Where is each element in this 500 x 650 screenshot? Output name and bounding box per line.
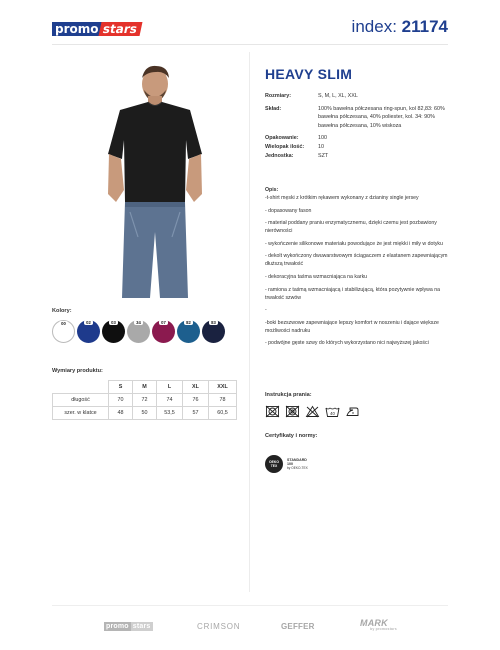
wash-40-icon (325, 405, 340, 418)
size-header: M (133, 381, 157, 394)
color-code: 03 (111, 320, 116, 325)
brand-mark-name: MARK (360, 618, 388, 628)
color-swatch[interactable] (202, 320, 225, 343)
spec-value: S, M, L, XL, XXL (318, 93, 358, 99)
description-item: - (265, 307, 267, 314)
description-title: Opis: (265, 187, 279, 193)
logo-part-stars: stars (98, 22, 142, 36)
brand-footer (0, 618, 500, 638)
size-table (52, 380, 237, 420)
oeko-tex-logo (265, 455, 283, 473)
table-cell: 74 (157, 394, 183, 407)
spec-label: Skład: (265, 105, 282, 112)
size-header: S (109, 381, 133, 394)
table-cell: 60,5 (209, 407, 237, 420)
table-cell: 57 (183, 407, 209, 420)
spec-row-packaging (265, 134, 455, 143)
color-code: 82 (186, 320, 191, 325)
description-item: -boki bezszwowe zapewniające lepszy komfort w noszeniu i dające większe możliwości nadruku (265, 319, 439, 334)
logo-part-promo: promo (52, 22, 102, 36)
description-item: - ramiona z taśmą wzmacniającą i stabilizującą, która pozytywnie wpływa na trwałość szwów (265, 286, 441, 301)
brand-geffer-logo[interactable]: GEFFER (281, 622, 315, 631)
spec-row-unit (265, 152, 455, 161)
cert-by: by OEKO-TEX (287, 466, 308, 471)
color-code: 02 (86, 320, 91, 325)
row-label: długość (53, 394, 109, 407)
care-icons (265, 405, 360, 418)
row-label: szer. w klatce (53, 407, 109, 420)
color-swatch[interactable] (177, 320, 200, 343)
description-item: - dekoracyjna taśma wzmacniająca na karku (265, 273, 368, 280)
table-cell: 53,5 (157, 407, 183, 420)
certificates-title: Certyfikaty i normy: (265, 433, 318, 439)
promostars-logo[interactable] (52, 22, 141, 36)
brand-promo-part: promo (106, 623, 129, 630)
no-bleach-icon (305, 405, 320, 418)
no-dry-clean-icon (285, 405, 300, 418)
page-header (0, 0, 500, 52)
description-item: - dekolt wykończony dwuwarstwowym ściągaczem z elastanem zapewniającym dłuższą trwałość (265, 253, 448, 268)
color-code: 83 (211, 320, 216, 325)
spec-row-multipack (265, 143, 455, 152)
color-swatch[interactable] (52, 320, 75, 343)
color-swatch[interactable] (77, 320, 100, 343)
product-photo (90, 62, 220, 298)
product-index (352, 17, 448, 37)
brand-promostars-logo[interactable] (104, 622, 153, 631)
description-item: -t-shirt męski z krótkim rękawem wykonany z dzianiny single jersey (265, 195, 419, 201)
size-header: XXL (209, 381, 237, 394)
description-item: - podwójne gęste szwy do których wykorzystano nici najwyższej jakości (265, 340, 429, 347)
colors-title: Kolory: (52, 308, 72, 314)
table-cell: 50 (133, 407, 157, 420)
sizes-title: Wymiary produktu: (52, 368, 103, 374)
table-cell: 76 (183, 394, 209, 407)
oeko-tex-line1: OEKO (269, 460, 279, 464)
oeko-tex-line2: TEX (270, 464, 278, 468)
table-row (53, 407, 237, 420)
color-code: 07 (161, 320, 166, 325)
size-header-row (53, 381, 237, 394)
color-swatches (52, 320, 225, 343)
color-swatch[interactable] (102, 320, 125, 343)
header-divider (52, 44, 448, 45)
oeko-tex-text (287, 458, 308, 471)
table-row (53, 394, 237, 407)
spec-label: Rozmiary: (265, 93, 292, 99)
color-code: 00 (61, 321, 66, 326)
cert-number: 100 (287, 461, 293, 466)
color-code: 34 (136, 320, 141, 325)
column-divider (249, 52, 250, 592)
iron-icon (345, 405, 360, 418)
table-cell: 78 (209, 394, 237, 407)
spec-label: Opakowanie: (265, 135, 299, 142)
cert-standard: STANDARD (287, 457, 307, 462)
brand-crimson-logo[interactable]: CRIMSON (197, 622, 241, 631)
spec-value: 10 (318, 143, 324, 150)
spec-value: 100 (318, 135, 327, 142)
brand-mark-logo[interactable] (360, 618, 397, 631)
size-header: XL (183, 381, 209, 394)
spec-label: Jednostka: (265, 152, 294, 159)
size-header: L (157, 381, 183, 394)
spec-label: Wielopak ilość: (265, 143, 305, 150)
index-label: index: (351, 17, 397, 36)
table-cell: 70 (109, 394, 133, 407)
no-tumble-dry-icon (265, 405, 280, 418)
spec-row-sizes (265, 92, 455, 101)
description-item: - wykończenie silikonowe materiału powodujące że jest miękki i miły w dotyku (265, 240, 443, 247)
spec-row-composition (265, 105, 455, 131)
oeko-tex-badge (265, 455, 308, 473)
spec-value: SZT (318, 152, 329, 159)
brand-mark-sub: by promostars (370, 627, 397, 631)
color-swatch[interactable] (127, 320, 150, 343)
description-item: - dopasowany fason (265, 207, 312, 214)
footer-divider (52, 605, 448, 606)
product-name: HEAVY SLIM (265, 66, 353, 82)
care-title: Instrukcja prania: (265, 392, 312, 398)
wash-temperature: 40 (330, 411, 335, 416)
product-description (265, 186, 455, 352)
table-cell: 72 (133, 394, 157, 407)
table-cell: 48 (109, 407, 133, 420)
color-swatch[interactable] (152, 320, 175, 343)
description-item: - materiał poddany praniu enzymatycznemu, dzięki czemu jest pozbawiony nierówności (265, 220, 437, 235)
brand-stars-part: stars (132, 623, 151, 630)
index-number: 21174 (401, 17, 448, 36)
spec-list (265, 92, 455, 160)
spec-value: 100% bawełna półczesana ring-spun, kol 82,83: 60% bawełna półczesana, 40% poliester, kol. 34: 90% bawełna półczesana, 10% wiskoza (318, 105, 445, 129)
